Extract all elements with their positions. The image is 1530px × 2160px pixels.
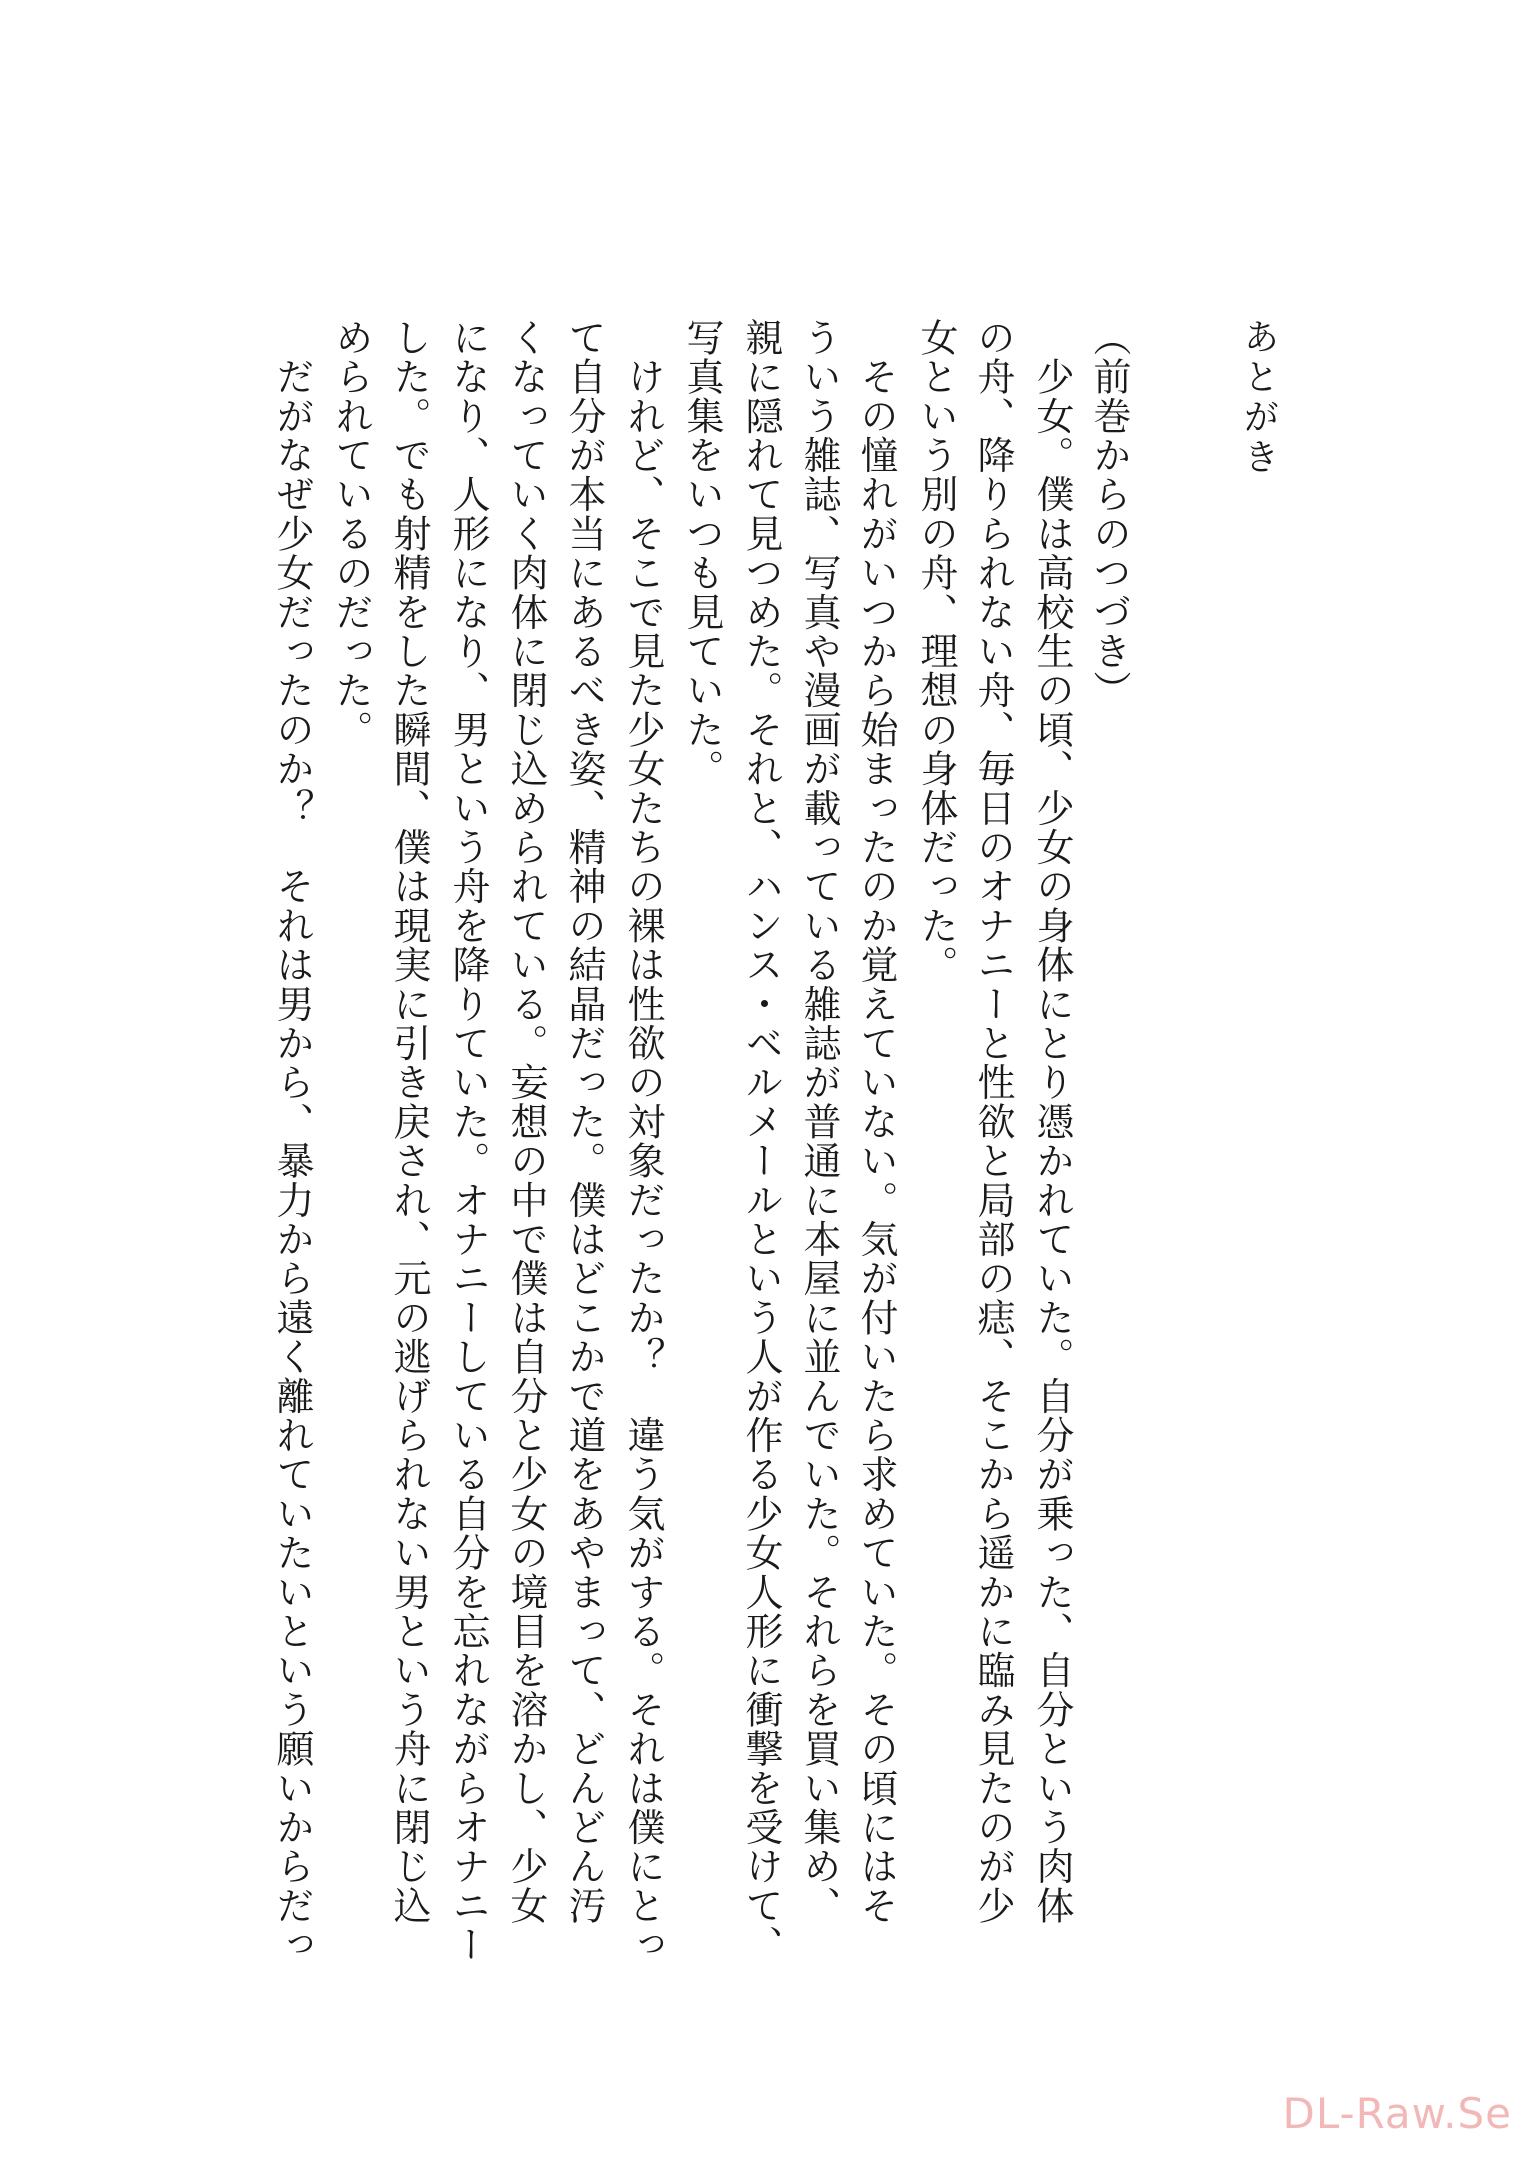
text-column-6: ういう雑誌、写真や漫画が載っている雑誌が普通に本屋に並んでいた。それらを買い集め、 [797, 318, 841, 1926]
page-title: あとがき [1238, 318, 1279, 478]
text-column-11: くなっていく肉体に閉じ込められている。妄想の中で僕は自分と少女の境目を溶かし、少女 [504, 318, 548, 1926]
text-column-1: （前巻からのつづき） [1087, 318, 1131, 710]
text-column-12: になり、人形になり、男という舟を降りていた。オナニーしている自分を忘れながらオナニー [446, 318, 490, 1965]
watermark: DL-Raw.Se [1282, 2089, 1512, 2138]
text-column-7: 親に隠れて見つめた。それと、ハンス・ベルメールという人が作る少女人形に衝撃を受けて、 [739, 318, 783, 1965]
text-column-3: の舟、降りられない舟、毎日のオナニーと性欲と局部の痣、そこから遥かに臨み見たのが少 [971, 318, 1015, 1926]
text-column-14: められているのだった。 [329, 318, 373, 750]
text-column-5: その憧れがいつから始まったのか覚えていない。気が付いたら求めていた。その頃にはそ [854, 318, 898, 1926]
text-column-8: 写真集をいつも見ていた。 [680, 318, 724, 789]
text-column-13: した。でも射精をした瞬間、僕は現実に引き戻され、元の逃げられない男という舟に閉じ込 [387, 318, 431, 1926]
text-column-15: だがなぜ少女だったのか？ それは男から、暴力から遠く離れていたいという願いからだっ [270, 318, 314, 1965]
text-column-9: けれど、そこで見た少女たちの裸は性欲の対象だったか？ 違う気がする。それは僕にとっ [621, 318, 665, 1965]
text-column-4: 女という別の舟、理想の身体だった。 [914, 318, 958, 985]
text-column-10: て自分が本当にあるべき姿、精神の結晶だった。僕はどこかで道をあやまって、どんどん汚 [562, 318, 606, 1926]
text-column-2: 少女。僕は高校生の頃、少女の身体にとり憑かれていた。自分が乗った、自分という肉体 [1030, 318, 1074, 1926]
